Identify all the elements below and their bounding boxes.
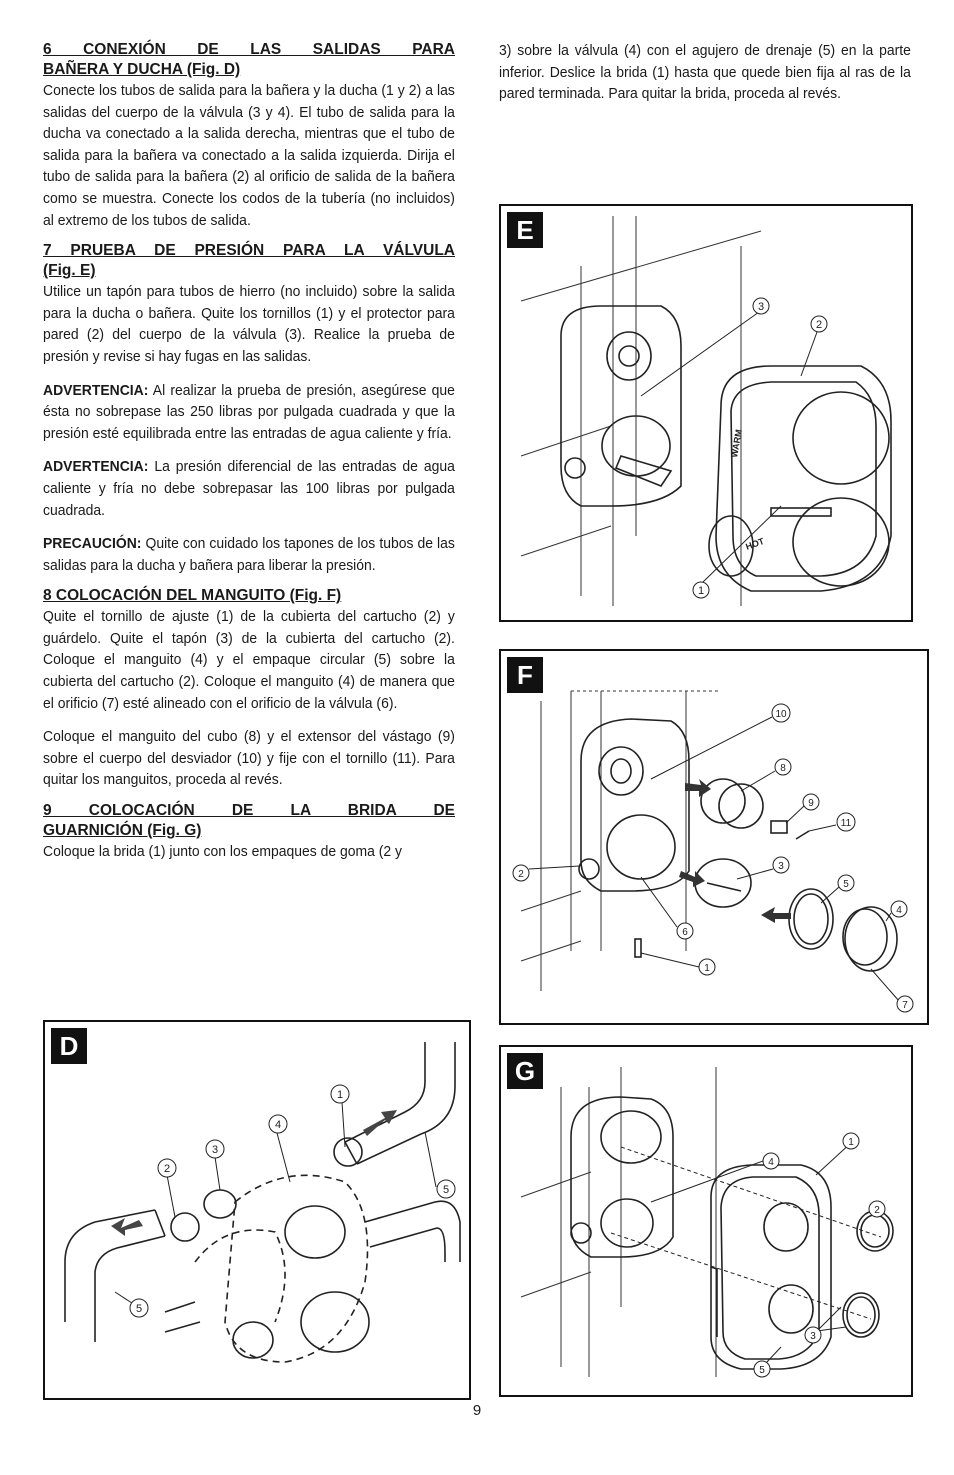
warning-2: ADVERTENCIA: La presión diferencial de las entradas de agua caliente y fría no debe sobrepasar las 100 libras por pulgada cuadrada. (43, 458, 455, 519)
page-number: 9 (472, 1402, 482, 1419)
callout-f-8: 8 (780, 763, 786, 774)
figure-e-illustration (501, 206, 911, 620)
callout-f-2: 2 (518, 869, 524, 880)
callout-e-1: 1 (697, 585, 705, 597)
callout-f-7: 7 (902, 1000, 908, 1011)
section-7-title-line2: (Fig. E) (43, 262, 96, 280)
section-9-body-right: 3) sobre la válvula (4) con el agujero de drenaje (5) en la parte inferior. Deslice la brida (1) hasta que quede bien fija al ras de la pared terminada. Para quitar la brida, proceda al revés. (499, 42, 911, 103)
callout-f-6: 6 (682, 927, 688, 938)
right-column (499, 40, 911, 105)
callout-g-1: 1 (848, 1137, 854, 1148)
figure-f (499, 649, 929, 1025)
figure-f-label: F (507, 657, 543, 693)
callout-g-4: 4 (768, 1157, 774, 1168)
warm-mark: WARM (729, 428, 744, 459)
callout-f-4: 4 (896, 905, 902, 916)
figure-f-illustration (501, 651, 927, 1023)
figure-d-illustration (45, 1022, 469, 1398)
callout-g-5: 5 (759, 1365, 765, 1376)
section-9-body-left: Coloque la brida (1) junto con los empaques de goma (2 y (43, 843, 403, 861)
callout-g-2: 2 (874, 1205, 880, 1216)
caution: PRECAUCIÓN: Quite con cuidado los tapones de los tubos de las salidas para la ducha y bañera para liberar la presión. (43, 535, 455, 574)
warning-1: ADVERTENCIA: Al realizar la prueba de presión, asegúrese que ésta no sobrepase las 250 libras por pulgada cuadrada y que la presión esté equilibrada entre las entradas de agua caliente y fría. (43, 381, 455, 442)
figure-e (499, 204, 913, 622)
left-column (43, 40, 455, 863)
callout-f-5: 5 (843, 879, 849, 890)
callout-d-1: 1 (336, 1089, 344, 1101)
section-7-body: Utilice un tapón para tubos de hierro (no incluido) sobre la salida para la ducha o bañera. Quite los tornillos (1) y el protector para pared (2) del cuerpo de la válvula (3). Realice la prueba de presión y revise si hay fugas en las salidas. (43, 283, 455, 365)
figure-g (499, 1045, 913, 1397)
callout-f-1: 1 (704, 963, 710, 974)
section-8-body-1: Quite el tornillo de ajuste (1) de la cubierta del cartucho (2) y guárdelo. Quite el tapón (3) de la cubierta del cartucho (2). Coloque el manguito (4) y el empaque circular (5) sobre la cubierta del cartucho (2). Coloque el manguito (4) de manera que el orificio (7) esté alineado con el orificio de la válvula (6). (43, 608, 455, 712)
hot-mark: HOT (744, 535, 766, 552)
figure-g-illustration (501, 1047, 911, 1395)
callout-d-5a: 5 (442, 1184, 450, 1196)
callout-f-9: 9 (808, 798, 814, 809)
callout-d-2: 2 (163, 1163, 171, 1175)
callout-d-3: 3 (211, 1144, 219, 1156)
section-8-title: 8 COLOCACIÓN DEL MANGUITO (Fig. F) (43, 587, 342, 605)
section-8-body-2: Coloque el manguito del cubo (8) y el extensor del vástago (9) sobre el cuerpo del desviador (10) y fije con el tornillo (11). Para quitar los manguitos, proceda al revés. (43, 728, 455, 789)
figure-d (43, 1020, 471, 1400)
callout-f-10: 10 (775, 709, 787, 720)
callout-g-3: 3 (810, 1331, 816, 1342)
callout-f-11: 11 (840, 818, 852, 829)
callout-f-3: 3 (778, 861, 784, 872)
callout-d-4: 4 (274, 1119, 282, 1131)
figure-g-label: G (507, 1053, 543, 1089)
figure-d-label: D (51, 1028, 87, 1064)
callout-e-3: 3 (757, 301, 765, 313)
section-9-title-line2: GUARNICIÓN (Fig. G) (43, 822, 202, 840)
section-7-title: 7 PRUEBA DE PRESIÓN PARA LA VÁLVULA (43, 242, 455, 260)
figure-e-label: E (507, 212, 543, 248)
section-6-body: Conecte los tubos de salida para la bañera y la ducha (1 y 2) a las salidas del cuerpo de la válvula (3 y 4). El tubo de salida para la ducha va conectado a la salida derecha, mientras que el tubo de salida para la bañera va conectado a la salida izquierda. Dirija el tubo de salida para la bañera (2) al orificio de salida de la bañera como se muestra. Conecte los codos de la tubería (no incluidos) al extremo de los tubos de salida. (43, 82, 455, 229)
callout-d-5b: 5 (135, 1303, 143, 1315)
section-9-title: 9 COLOCACIÓN DE LA BRIDA DE (43, 802, 455, 820)
section-6-title: 6 CONEXIÓN DE LAS SALIDAS PARA (43, 41, 455, 58)
section-6-title-line2: BAÑERA Y DUCHA (Fig. D) (43, 61, 241, 78)
callout-e-2: 2 (815, 319, 823, 331)
